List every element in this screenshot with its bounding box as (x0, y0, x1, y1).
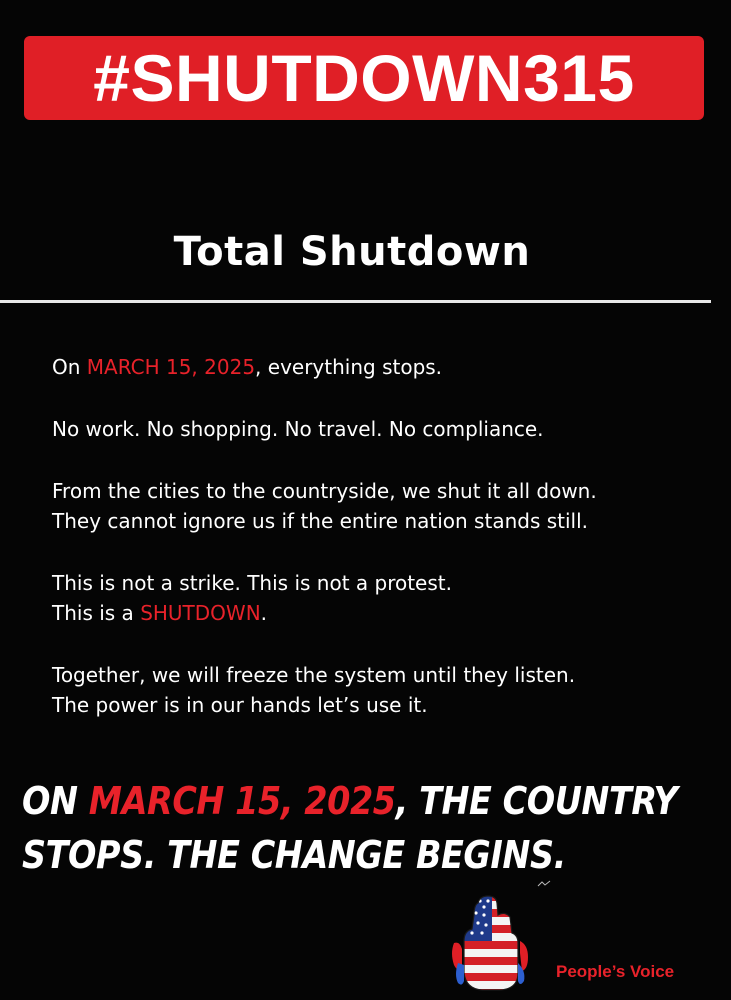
slogan-date: MARCH 15, 2025 (88, 779, 396, 823)
paragraph-no-work (52, 414, 722, 444)
slogan-on: ON (22, 779, 89, 823)
paragraph-together (52, 660, 722, 720)
page-title: Total Shutdown (173, 229, 531, 275)
hashtag-banner (24, 36, 704, 120)
text-cities: From the cities to the countryside, we shut it all down. (52, 479, 597, 503)
text-everything-stops: , everything stops. (255, 355, 443, 379)
flag-fist-logo-icon (448, 893, 534, 993)
shutdown-highlight: SHUTDOWN (140, 601, 261, 625)
slogan-change: STOPS. THE CHANGE BEGINS. (22, 833, 566, 877)
text-together: Together, we will freeze the system until they listen. (52, 663, 576, 687)
text-no-work: No work. No shopping. No travel. No compliance. (52, 417, 544, 441)
date-highlight: MARCH 15, 2025 (86, 355, 256, 379)
body-text (52, 352, 722, 720)
text-period: . (260, 601, 268, 625)
paragraph-not-strike (52, 568, 722, 628)
text-not-strike: This is not a strike. This is not a protest. (52, 571, 452, 595)
text-cannot-ignore: They cannot ignore us if the entire nation stands still. (52, 509, 589, 533)
slogan-country: , THE COUNTRY (395, 779, 678, 823)
text-on: On (52, 355, 87, 379)
hashtag-text: #SHUTDOWN315 (93, 41, 635, 115)
text-this-is-a: This is a (52, 601, 141, 625)
divider (0, 300, 711, 303)
paragraph-cities (52, 476, 722, 536)
speck-mark (537, 880, 551, 888)
brand-name: People’s Voice (556, 962, 675, 981)
paragraph-date (52, 352, 722, 382)
text-power: The power is in our hands let’s use it. (52, 693, 428, 717)
slogan (22, 774, 678, 882)
